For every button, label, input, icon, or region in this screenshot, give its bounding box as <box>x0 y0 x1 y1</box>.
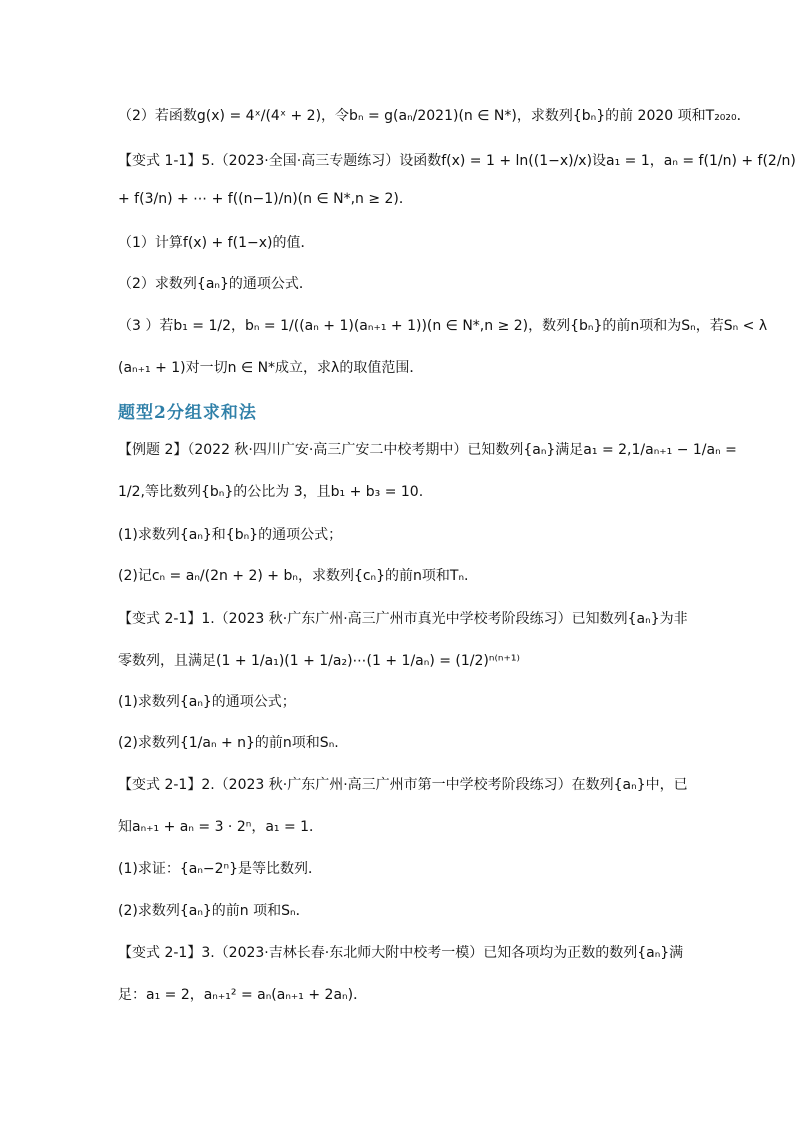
variant-2-1-2-continued: 知aₙ₊₁ + aₙ = 3 · 2ⁿ，a₁ = 1． <box>118 819 324 835</box>
section-heading: 题型2分组求和法 <box>118 403 257 423</box>
variant-2-1-3-continued: 足：a₁ = 2，aₙ₊₁² = aₙ(aₙ₊₁ + 2aₙ)． <box>118 987 368 1003</box>
example-2-part-2: (2)记cₙ = aₙ/(2n + 2) + bₙ，求数列{cₙ}的前n项和Tₙ. <box>118 568 469 584</box>
variant-2-1-3-statement: 【变式 2-1】3.（2023·吉林长春·东北师大附中校考一模）已知各项均为正数的数列{aₙ}满 <box>118 945 684 961</box>
question-2: （2）求数列{aₙ}的通项公式． <box>118 276 313 292</box>
question-3-continued: (aₙ₊₁ + 1)对一切n ∈ N*成立，求λ的取值范围． <box>118 360 424 376</box>
part-2-question: （2）若函数g(x) = 4ˣ/(4ˣ + 2)，令bₙ = g(aₙ/2021)(n ∈ N*)，求数列{bₙ}的前 2020 项和T₂₀₂₀． <box>118 108 751 124</box>
variant-1-1-statement: 【变式 1-1】5.（2023·全国·高三专题练习）设函数f(x) = 1 + ln((1−x)/x)设a₁ = 1，aₙ = f(1/n) + f(2/n) <box>118 153 796 169</box>
variant-2-1-1-part-1: (1)求数列{aₙ}的通项公式； <box>118 694 296 710</box>
variant-2-1-2-part-2: (2)求数列{aₙ}的前n 项和Sₙ． <box>118 903 310 919</box>
question-3: （3 ）若b₁ = 1/2，bₙ = 1/((aₙ + 1)(aₙ₊₁ + 1))(n ∈ N*,n ≥ 2)，数列{bₙ}的前n项和为Sₙ，若Sₙ < λ <box>118 318 768 334</box>
variant-2-1-1-part-2: (2)求数列{1/aₙ + n}的前n项和Sₙ. <box>118 735 339 751</box>
example-2-continued: 1/2,等比数列{bₙ}的公比为 3，且b₁ + b₃ = 10. <box>118 484 424 500</box>
variant-2-1-2-statement: 【变式 2-1】2.（2023 秋·广东广州·高三广州市第一中学校考阶段练习）在数列{aₙ}中，已 <box>118 777 688 793</box>
variant-2-1-1-statement: 【变式 2-1】1.（2023 秋·广东广州·高三广州市真光中学校考阶段练习）已知数列{aₙ}为非 <box>118 611 688 627</box>
variant-2-1-2-part-1: (1)求证：{aₙ−2ⁿ}是等比数列． <box>118 861 323 877</box>
variant-1-1-continued: + f(3/n) + ⋯ + f((n−1)/n)(n ∈ N*,n ≥ 2)． <box>118 191 413 207</box>
example-2-part-1: (1)求数列{aₙ}和{bₙ}的通项公式； <box>118 527 343 543</box>
variant-2-1-1-continued: 零数列，且满足(1 + 1/a₁)(1 + 1/a₂)⋯(1 + 1/aₙ) = (1/2)ⁿ⁽ⁿ⁺¹⁾ <box>118 653 520 669</box>
example-2-statement: 【例题 2】（2022 秋·四川广安·高三广安二中校考期中）已知数列{aₙ}满足a₁ = 2,1/aₙ₊₁ − 1/aₙ = <box>118 442 737 458</box>
question-1: （1）计算f(x) + f(1−x)的值． <box>118 235 315 251</box>
